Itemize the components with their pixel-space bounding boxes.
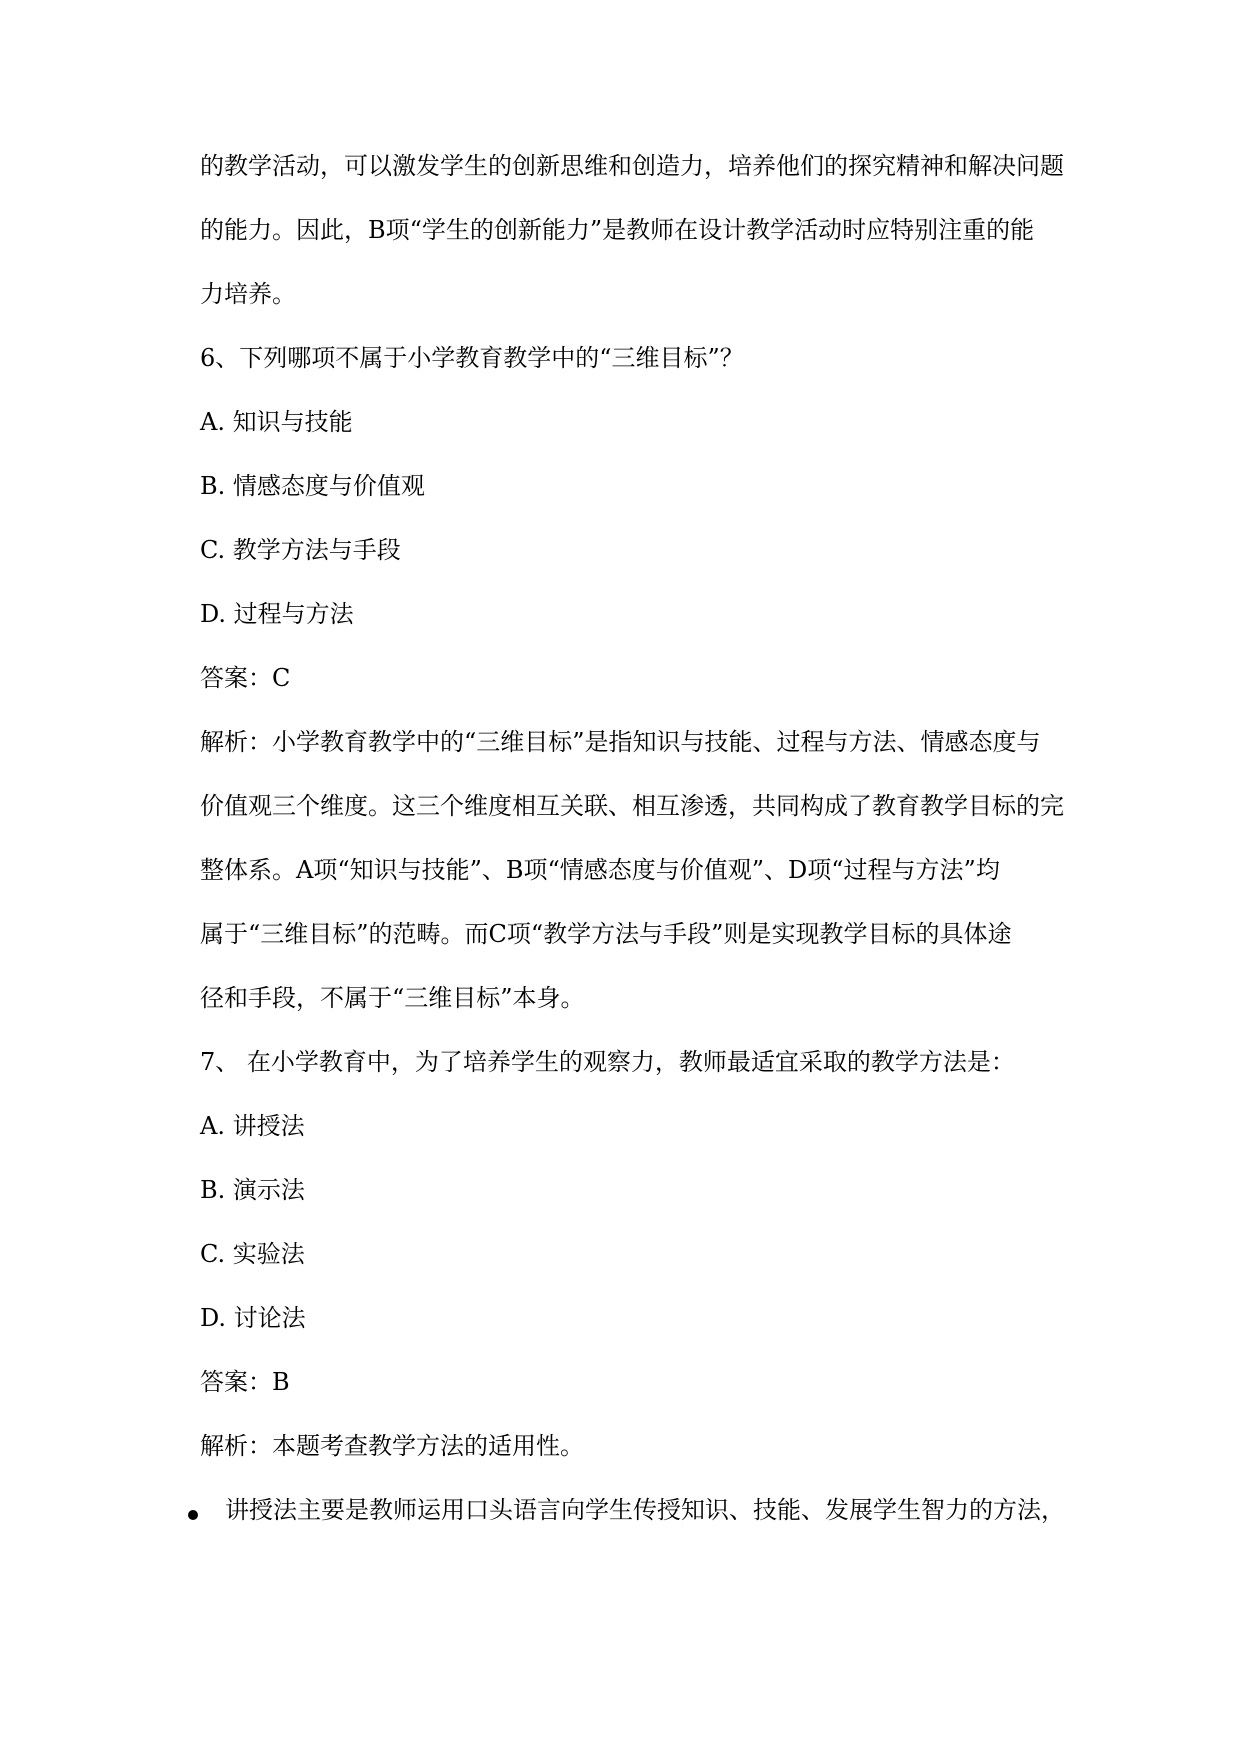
answer-6: 答案：C xyxy=(200,664,291,692)
question-7-text: 7、 在小学教育中，为了培养学生的观察力，教师最适宜采取的教学方法是： xyxy=(200,1048,1015,1076)
explanation-line: 解析：本题考查教学方法的适用性。 xyxy=(200,1432,584,1460)
option-c: C. 实验法 xyxy=(200,1240,305,1268)
paragraph-line: 的能力。因此，B项“学生的创新能力”是教师在设计教学活动时应特别注重的能 xyxy=(200,216,1035,244)
paragraph-line: 的教学活动，可以激发学生的创新思维和创造力，培养他们的探究精神和解决问题 xyxy=(200,152,1064,180)
answer-7: 答案：B xyxy=(200,1368,290,1396)
option-d: D. 过程与方法 xyxy=(200,600,354,628)
question-6-text: 6、下列哪项不属于小学教育教学中的“三维目标”？ xyxy=(200,344,744,372)
explanation-line: 解析：小学教育教学中的“三维目标”是指知识与技能、过程与方法、情感态度与 xyxy=(200,728,1041,756)
option-b: B. 演示法 xyxy=(200,1176,305,1204)
explanation-line: 径和手段，不属于“三维目标”本身。 xyxy=(200,984,585,1012)
option-b: B. 情感态度与价值观 xyxy=(200,472,425,500)
explanation-line: 属于“三维目标”的范畴。而C项“教学方法与手段”则是实现教学目标的具体途 xyxy=(200,920,1012,948)
option-d: D. 讨论法 xyxy=(200,1304,306,1332)
paragraph-line: 力培养。 xyxy=(200,280,296,308)
bullet-list-item: 讲授法主要是教师运用口头语言向学生传授知识、技能、发展学生智力的方法， xyxy=(225,1496,1065,1524)
option-a: A. 知识与技能 xyxy=(200,408,353,436)
explanation-line: 整体系。A项“知识与技能”、B项“情感态度与价值观”、D项“过程与方法”均 xyxy=(200,856,1000,884)
explanation-line: 价值观三个维度。这三个维度相互关联、相互渗透，共同构成了教育教学目标的完 xyxy=(200,792,1064,820)
option-c: C. 教学方法与手段 xyxy=(200,536,401,564)
bullet-dot-icon xyxy=(188,1510,198,1520)
option-a: A. 讲授法 xyxy=(200,1112,305,1140)
